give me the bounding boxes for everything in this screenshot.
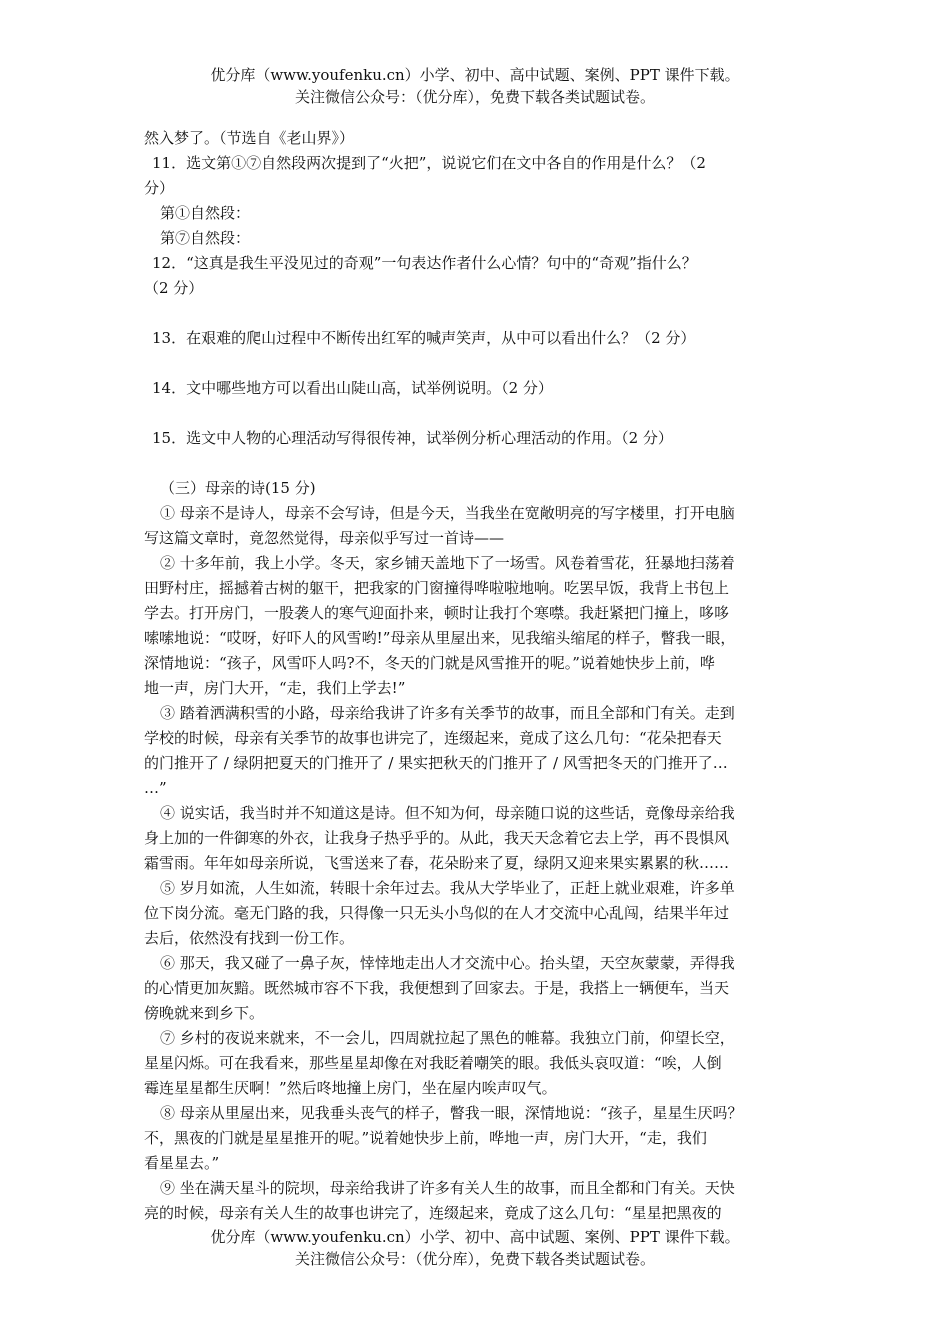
footer-line-2: 关注微信公众号：（优分库），免费下载各类试题试卷。 [294, 1250, 655, 1268]
question-12: 12．“这真是我生平没见过的奇观”一句表达作者什么心情？句中的“奇观”指什么？ [152, 254, 697, 272]
paragraph-line: 的门推开了 / 绿阴把夏天的门推开了 / 果实把秋天的门推开了 / 风雪把冬天的门推开了… [144, 754, 728, 772]
question-15: 15．选文中人物的心理活动写得很传神，试举例分析心理活动的作用。（2 分） [152, 429, 673, 447]
paragraph-line: 星星闪烁。可在我看来，那些星星却像在对我眨着嘲笑的眼。我低头哀叹道：“唉，人倒 [144, 1054, 722, 1072]
question-14: 14．文中哪些地方可以看出山陡山高，试举例说明。（2 分） [152, 379, 553, 397]
paragraph-line: 看星星去。” [144, 1154, 220, 1172]
paragraph-line: 地一声，房门大开，“走，我们上学去!” [144, 679, 406, 697]
paragraph-line: ⑧ 母亲从里屋出来，见我垂头丧气的样子，瞥我一眼，深情地说：“孩子，星星生厌吗？ [160, 1104, 743, 1122]
paragraph-line: 身上加的一件御寒的外衣，让我身子热乎乎的。从此，我天天念着它去上学，再不畏惧风 [144, 829, 730, 847]
paragraph-line: 去后，依然没有找到一份工作。 [144, 929, 355, 947]
question-13: 13．在艰难的爬山过程中不断传出红军的喊声笑声，从中可以看出什么？（2 分） [152, 329, 696, 347]
paragraph-line: ⑦ 乡村的夜说来就来，不一会儿，四周就拉起了黑色的帷幕。我独立门前，仰望长空， [160, 1029, 735, 1047]
paragraph-line: 嗦嗦地说：“哎呀，好吓人的风雪哟!”母亲从里屋出来，见我缩头缩尾的样子，瞥我一眼， [144, 629, 736, 647]
text-line: 然入梦了。（节选自《老山界》） [144, 129, 355, 147]
answer-label: 第①自然段： [160, 204, 251, 222]
paragraph-line: 田野村庄，摇撼着古树的躯干，把我家的门窗撞得哗啦啦地响。吃罢早饭，我背上书包上 [144, 579, 730, 597]
section-title: （三）母亲的诗(15 分) [160, 479, 316, 497]
paragraph-line: ⑤ 岁月如流，人生如流，转眼十余年过去。我从大学毕业了，正赶上就业艰难，许多单 [160, 879, 735, 897]
paragraph-line: 学校的时候，母亲有关季节的故事也讲完了，连缀起来，竟成了这么几句：“花朵把春天 [144, 729, 722, 747]
paragraph-line: ① 母亲不是诗人，母亲不会写诗，但是今天，当我坐在宽敞明亮的写字楼里，打开电脑 [160, 504, 735, 522]
page-footer [0, 1226, 950, 1270]
question-11: 11．选文第①⑦自然段两次提到了“火把”，说说它们在文中各自的作用是什么？（2 [152, 154, 706, 172]
paragraph-line: 的心情更加灰黯。既然城市容不下我，我便想到了回家去。于是，我搭上一辆便车，当天 [144, 979, 730, 997]
paragraph-line: 学去。打开房门，一股袭人的寒气迎面扑来，顿时让我打个寒噤。我赶紧把门撞上，哆哆 [144, 604, 730, 622]
page-header [0, 64, 950, 108]
paragraph-line: 写这篇文章时，竟忽然觉得，母亲似乎写过一首诗—— [144, 529, 505, 547]
paragraph-line: 深情地说：“孩子，风雪吓人吗?不，冬天的门就是风雪推开的呢。”说着她快步上前，哗 [144, 654, 715, 672]
paragraph-line: ② 十多年前，我上小学。冬天，家乡铺天盖地下了一场雪。风卷着雪花，狂暴地扫荡着 [160, 554, 735, 572]
header-line-2: 关注微信公众号：（优分库），免费下载各类试题试卷。 [294, 88, 655, 106]
text-line: 分） [144, 179, 175, 197]
paragraph-line: 傍晚就来到乡下。 [144, 1004, 265, 1022]
paragraph-line: 霜雪雨。年年如母亲所说，飞雪送来了春，花朵盼来了夏，绿阴又迎来果实累累的秋…… [144, 854, 730, 872]
answer-label: 第⑦自然段： [160, 229, 251, 247]
paragraph-line: ⑥ 那天，我又碰了一鼻子灰，悻悻地走出人才交流中心。抬头望，天空灰蒙蒙，弄得我 [160, 954, 735, 972]
document-body [144, 126, 810, 1226]
text-line: （2 分） [144, 279, 204, 297]
paragraph-line: ③ 踏着洒满积雪的小路，母亲给我讲了许多有关季节的故事，而且全部和门有关。走到 [160, 704, 735, 722]
paragraph-line: 不，黑夜的门就是星星推开的呢。”说着她快步上前，哗地一声，房门大开，“走，我们 [144, 1129, 707, 1147]
paragraph-line: 位下岗分流。毫无门路的我，只得像一只无头小鸟似的在人才交流中心乱闯，结果半年过 [144, 904, 730, 922]
paragraph-line: …” [144, 779, 167, 797]
paragraph-line: 亮的时候，母亲有关人生的故事也讲完了，连缀起来，竟成了这么几句：“星星把黑夜的 [144, 1204, 722, 1222]
header-line-1: 优分库（www.youfenku.cn）小学、初中、高中试题、案例、PPT 课件下载。 [210, 66, 740, 84]
paragraph-line: ⑨ 坐在满天星斗的院坝，母亲给我讲了许多有关人生的故事，而且全都和门有关。天快 [160, 1179, 735, 1197]
paragraph-line: ④ 说实话，我当时并不知道这是诗。但不知为何，母亲随口说的这些话，竟像母亲给我 [160, 804, 735, 822]
paragraph-line: 霉连星星都生厌啊！”然后咚地撞上房门，坐在屋内唉声叹气。 [144, 1079, 557, 1097]
footer-line-1: 优分库（www.youfenku.cn）小学、初中、高中试题、案例、PPT 课件下载。 [210, 1228, 740, 1246]
